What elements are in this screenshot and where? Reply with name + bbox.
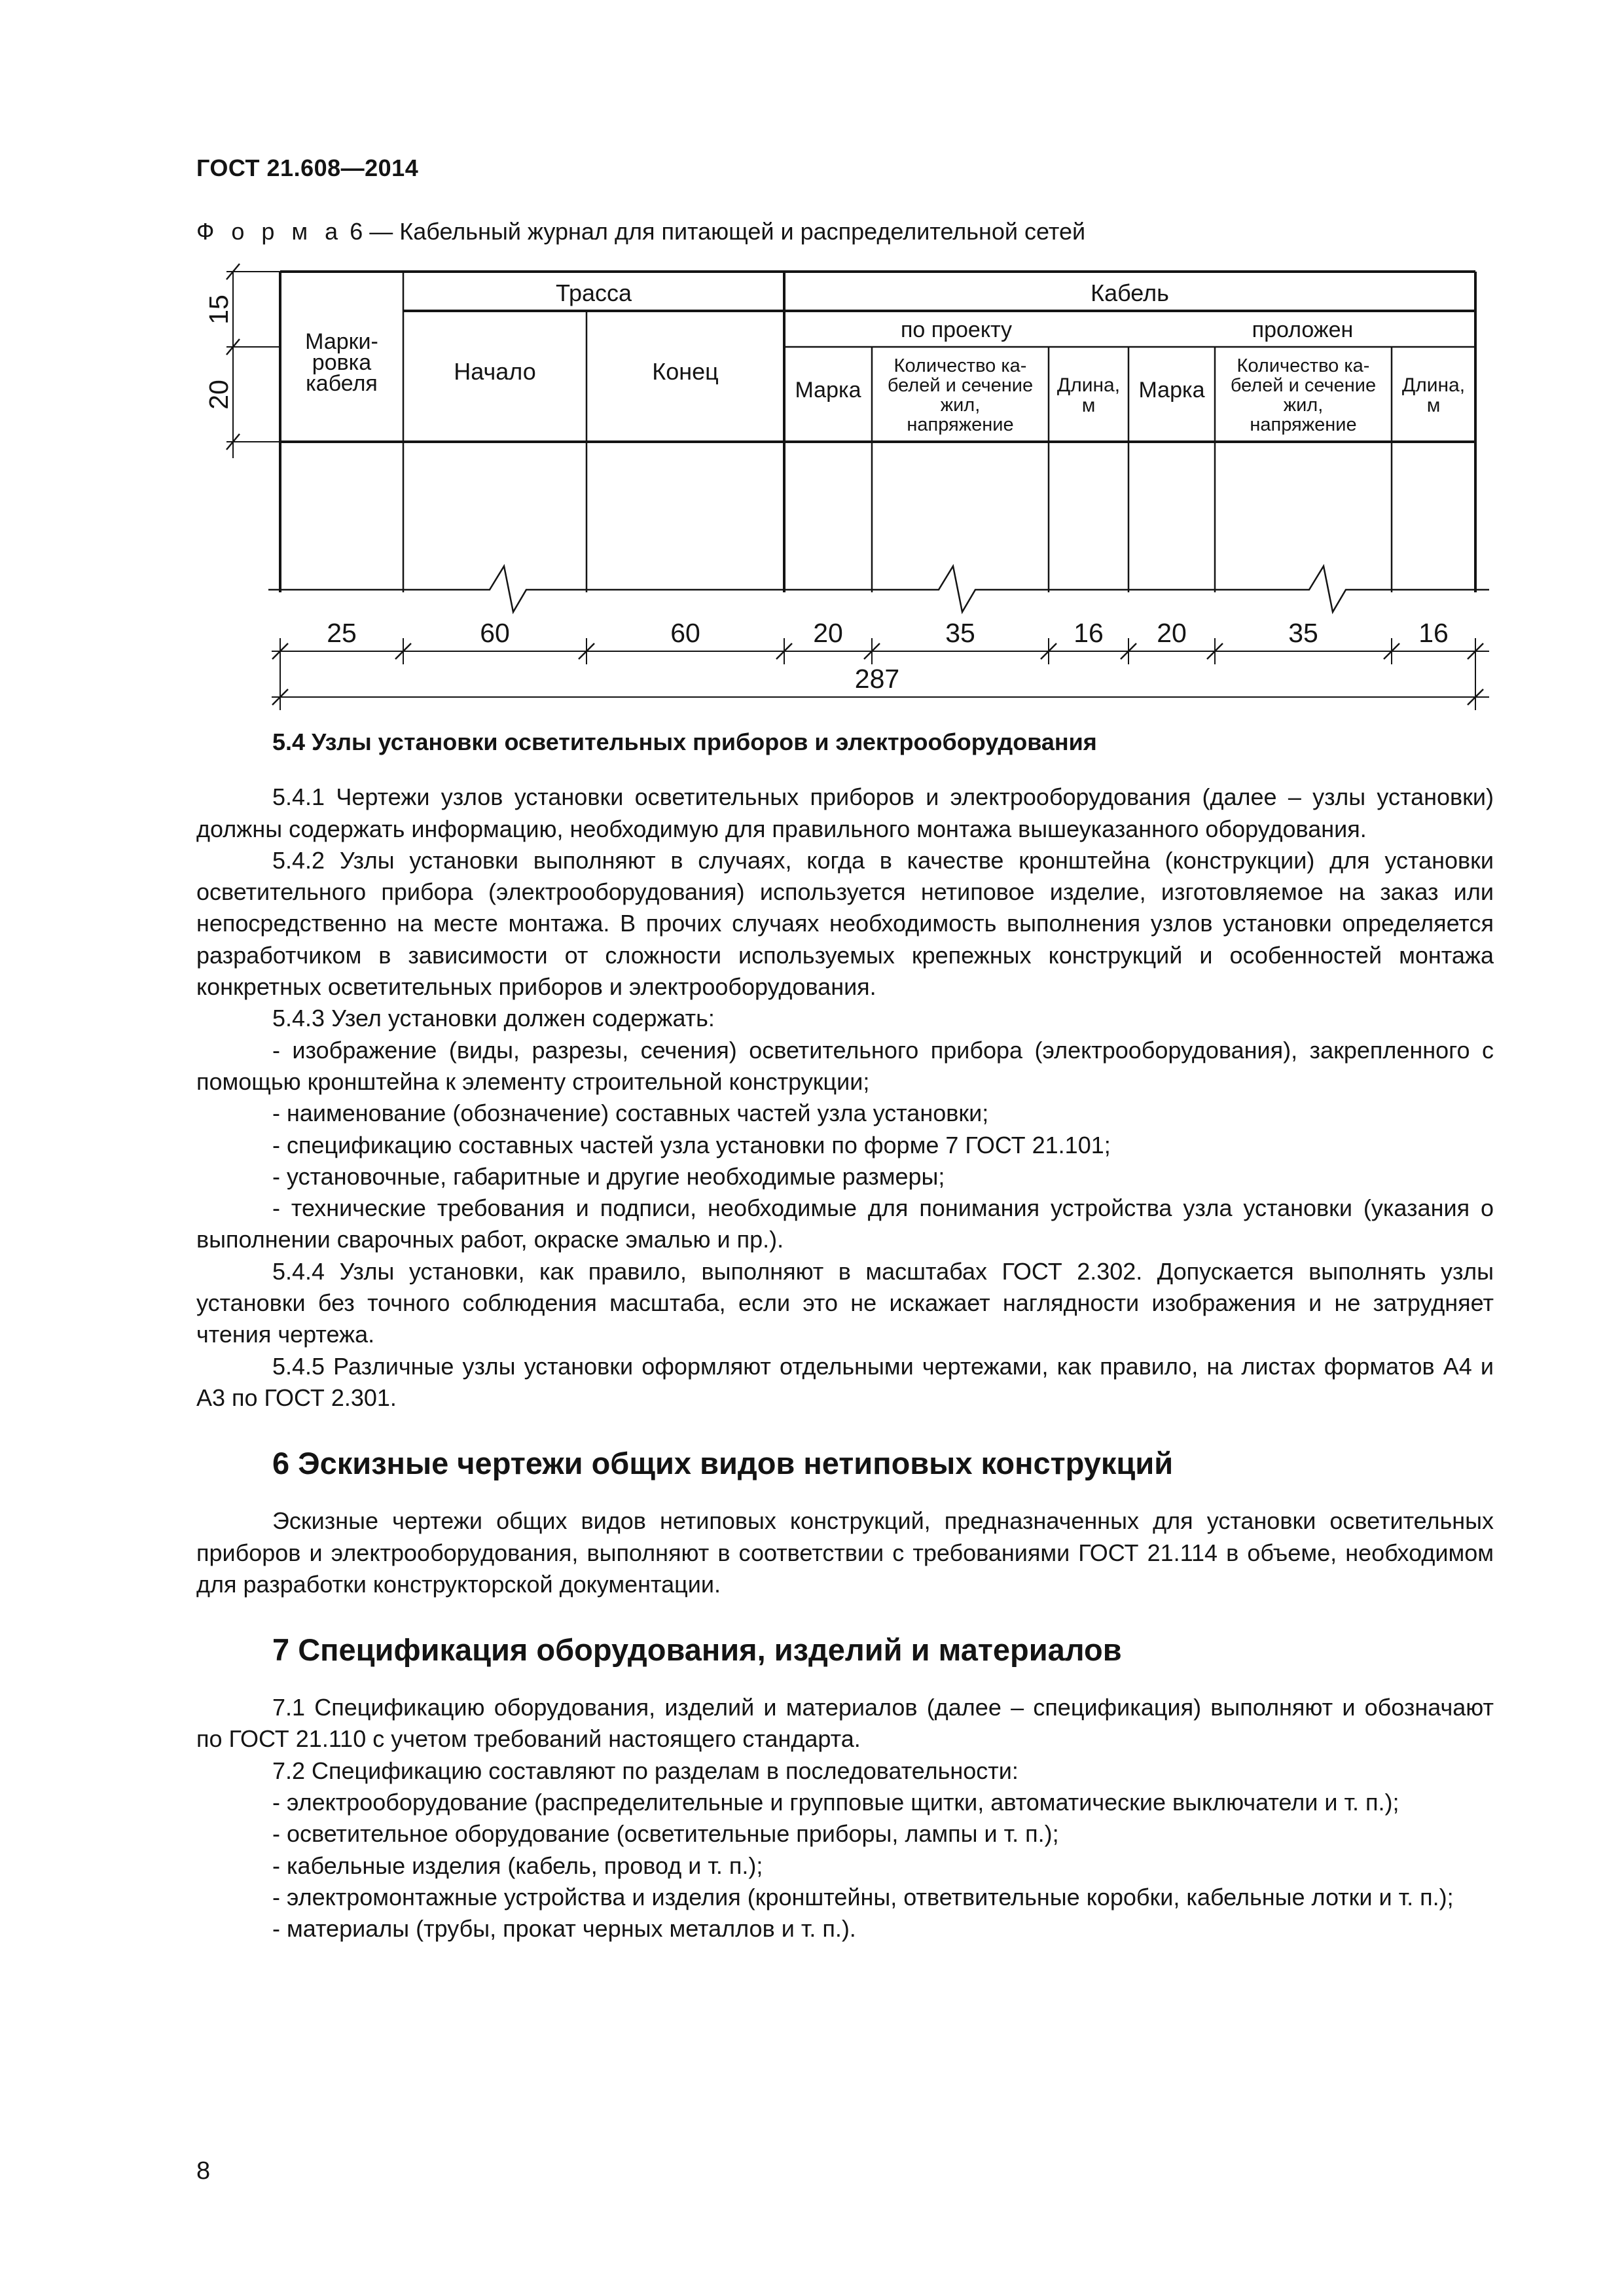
- section-6-heading: 6 Эскизные чертежи общих видов нетиповых конструкций: [272, 1446, 1174, 1481]
- header-count-laid-line1: Количество ка-: [1236, 355, 1370, 376]
- header-marking-line2: ровка: [312, 350, 372, 375]
- paragraph-5-4-5: 5.4.5 Различные узлы установки оформляют отдельными чертежами, как правило, на листах форматов А4 и А3 по ГОСТ 2.301.: [196, 1352, 1494, 1411]
- section-7-heading: 7 Спецификация оборудования, изделий и материалов: [272, 1632, 1122, 1668]
- header-cable: Кабель: [1091, 279, 1169, 306]
- header-count-project-line3: жил,: [940, 395, 981, 416]
- header-length-laid-line2: м: [1426, 395, 1441, 416]
- dim-width-8: 35: [1288, 618, 1318, 648]
- header-count-laid-line4: напряжение: [1250, 414, 1357, 435]
- document-body: [196, 726, 1494, 1945]
- form-caption-number: 6: [350, 218, 363, 245]
- form-caption-prefix: Ф о р м а: [196, 218, 344, 245]
- header-count-laid-line2: белей и сечение: [1230, 375, 1377, 396]
- paragraph-5-4-2: 5.4.2 Узлы установки выполняют в случаях, когда в качестве кронштейна (конструкции) для установки осветительного прибора (электрооборудования) используется нетиповое изделие, изготовляемое на заказ или непосредственно на месте монтажа. В прочих случаях необходимость выполнения узлов установки определяется разработчиком в зависимости от сложности используемых крепежных конструкций и особенностей монтажа конкретных осветительных приборов и электрооборудования.: [196, 846, 1494, 1001]
- header-marking-line1: Марки-: [305, 329, 378, 354]
- header-count-project-line4: напряжение: [907, 414, 1014, 435]
- dim-total-width: 287: [854, 664, 900, 694]
- list-item: - электромонтажные устройства и изделия (кронштейны, ответвительные коробки, кабельные лотки и т. п.);: [272, 1883, 1454, 1910]
- header-by-project: по проекту: [900, 317, 1013, 342]
- header-count-project-line1: Количество ка-: [893, 355, 1027, 376]
- dim-width-4: 20: [813, 618, 843, 648]
- header-length-project-line1: Длина,: [1056, 374, 1121, 396]
- dim-width-2: 60: [480, 618, 510, 648]
- dim-width-5: 35: [945, 618, 975, 648]
- list-item: - наименование (обозначение) составных частей узла установки;: [272, 1100, 989, 1127]
- list-item: - осветительное оборудование (осветительные приборы, лампы и т. п.);: [272, 1820, 1059, 1848]
- header-route: Трасса: [555, 279, 632, 306]
- header-count-laid-line3: жил,: [1283, 395, 1324, 416]
- paragraph-7-2: 7.2 Спецификацию составляют по разделам в последовательности:: [272, 1757, 1019, 1784]
- list-item: - спецификацию составных частей узла установки по форме 7 ГОСТ 21.101;: [272, 1131, 1111, 1158]
- form-caption: [196, 218, 1085, 245]
- list-item: - кабельные изделия (кабель, провод и т. п.);: [272, 1852, 763, 1879]
- section-5-4-heading: 5.4 Узлы установки осветительных приборов и электрооборудования: [272, 728, 1097, 755]
- header-laid: проложен: [1252, 317, 1354, 342]
- document-header: ГОСТ 21.608—2014: [196, 154, 419, 181]
- cable-journal-form: [196, 259, 1506, 710]
- header-end: Конец: [652, 358, 719, 385]
- dim-width-6: 16: [1074, 618, 1104, 648]
- dim-row-height-2: 20: [204, 380, 234, 410]
- header-count-project-line2: белей и сечение: [887, 375, 1034, 396]
- dim-row-height-1: 15: [204, 295, 234, 325]
- dim-width-9: 16: [1418, 618, 1449, 648]
- paragraph-5-4-3: 5.4.3 Узел установки должен содержать:: [272, 1005, 715, 1032]
- header-brand-laid: Марка: [1138, 378, 1205, 403]
- header-brand-project: Марка: [795, 378, 861, 403]
- form-caption-title: — Кабельный журнал для питающей и распределительной сетей: [369, 218, 1086, 245]
- list-item: - изображение (виды, разрезы, сечения) осветительного прибора (электрооборудования), закрепленного с помощью кронштейна к элементу строительной конструкции;: [196, 1036, 1494, 1095]
- paragraph-5-4-4: 5.4.4 Узлы установки, как правило, выполняют в масштабах ГОСТ 2.302. Допускается выполнять узлы установки без точного соблюдения масштаба, если это не искажает наглядности изображения и не затрудняет чтения чертежа.: [196, 1257, 1494, 1348]
- header-marking-line3: кабеля: [306, 371, 378, 396]
- header-length-project-line2: м: [1081, 395, 1096, 416]
- list-item: - технические требования и подписи, необходимые для понимания устройства узла установки (указания о выполнении сварочных работ, окраске эмалью и пр.).: [196, 1194, 1494, 1253]
- dim-width-7: 20: [1157, 618, 1187, 648]
- list-item: - материалы (трубы, прокат черных металлов и т. п.).: [272, 1915, 856, 1943]
- dim-width-1: 25: [327, 618, 357, 648]
- paragraph-7-1: 7.1 Спецификацию оборудования, изделий и материалов (далее – спецификация) выполняют и обозначают по ГОСТ 21.110 с учетом требований настоящего стандарта.: [196, 1694, 1494, 1753]
- header-start: Начало: [454, 358, 536, 385]
- header-length-laid-line1: Длина,: [1401, 374, 1466, 396]
- paragraph-6: Эскизные чертежи общих видов нетиповых конструкций, предназначенных для установки осветительных приборов и электрооборудования, выполняют в соответствии с требованиями ГОСТ 21.114 в объеме, необходимом для разработки конструкторской документации.: [196, 1507, 1494, 1598]
- list-item: - установочные, габаритные и другие необходимые размеры;: [272, 1162, 945, 1190]
- paragraph-5-4-1: 5.4.1 Чертежи узлов установки осветительных приборов и электрооборудования (далее – узлы установки) должны содержать информацию, необходимую для правильного монтажа вышеуказанного оборудования.: [196, 783, 1494, 842]
- page-number: 8: [196, 2157, 211, 2185]
- dim-width-3: 60: [670, 618, 700, 648]
- list-item: - электрооборудование (распределительные и групповые щитки, автоматические выключатели и т. п.);: [272, 1789, 1399, 1816]
